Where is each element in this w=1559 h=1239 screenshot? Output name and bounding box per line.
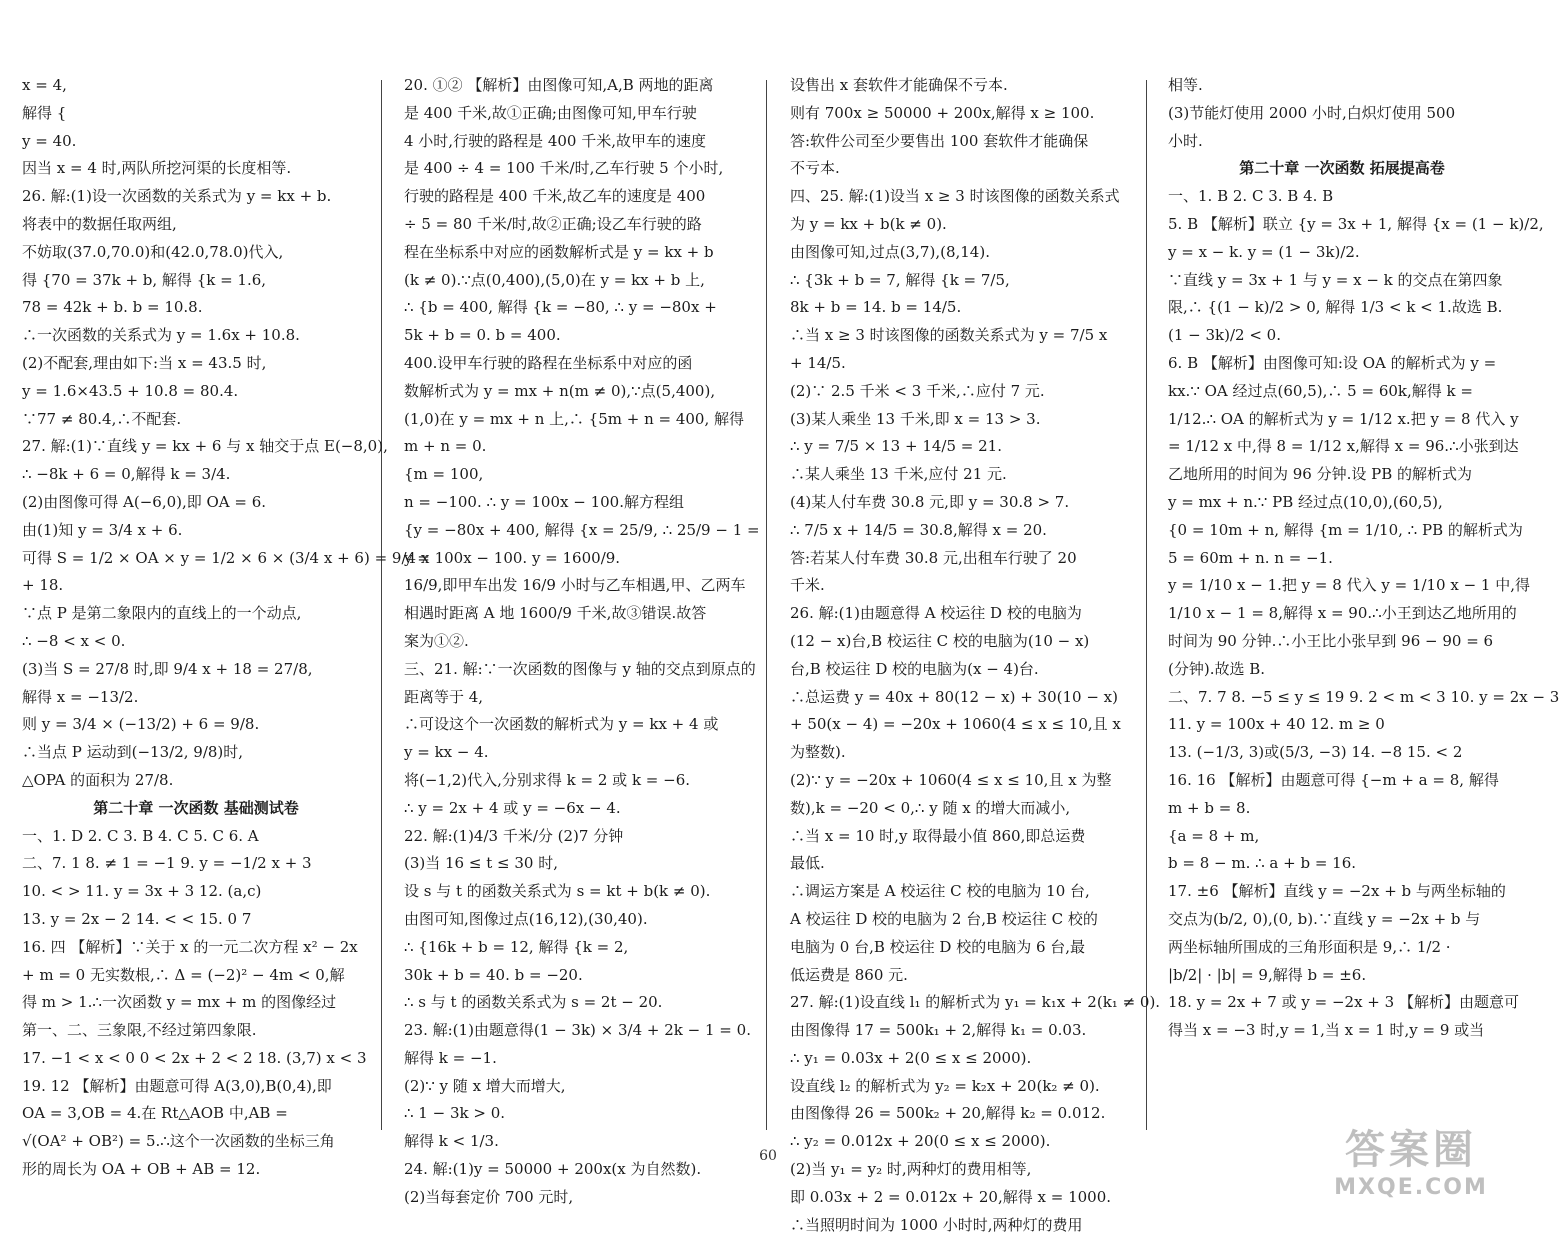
text-line: x = 4,: [22, 76, 67, 94]
text-line: 得 {70 = 37k + b, 解得 {k = 1.6,: [22, 270, 267, 289]
text-line: △OPA 的面积为 27/8.: [22, 770, 174, 789]
text-line: 台,B 校运往 D 校的电脑为(x − 4)台.: [790, 659, 1039, 678]
text-line: 13. (−1/3, 3)或(5/3, −3) 14. −8 15. < 2: [1168, 743, 1463, 762]
column-3: [790, 72, 1161, 1239]
text-line: 则 y = 3/4 × (−13/2) + 6 = 9/8.: [22, 715, 260, 734]
text-line: (1 − 3k)/2 < 0.: [1168, 326, 1281, 345]
text-line: (2)当每套定价 700 元时,: [404, 1187, 574, 1206]
text-line: 限,∴ {(1 − k)/2 > 0, 解得 1/3 < k < 1.故选 B.: [1168, 298, 1503, 317]
column-divider: [381, 80, 382, 1130]
text-line: 设售出 x 套软件才能确保不亏本.: [790, 76, 1008, 94]
text-line: 23. 解:(1)由题意得(1 − 3k) × 3/4 + 2k − 1 = 0.: [404, 1021, 751, 1040]
text-line: ∴当 x = 10 时,y 取得最小值 860,即总运费: [790, 826, 1086, 845]
text-line: 5 = 60m + n. n = −1.: [1168, 548, 1333, 567]
text-line: (k ≠ 0).∵点(0,400),(5,0)在 y = kx + b 上,: [404, 270, 705, 289]
text-line: 16. 16 【解析】由题意可得 {−m + a = 8, 解得: [1168, 770, 1499, 789]
text-line: 1/10 x − 1 = 8,解得 x = 90.∴小王到达乙地所用的: [1168, 604, 1517, 623]
text-line: {0 = 10m + n, 解得 {m = 1/10, ∴ PB 的解析式为: [1168, 520, 1523, 539]
text-line: 19. 12 【解析】由题意可得 A(3,0),B(0,4),即: [22, 1076, 332, 1095]
text-line: ∴可设这个一次函数的解析式为 y = kx + 4 或: [404, 715, 719, 734]
text-line: 第一、二、三象限,不经过第四象限.: [22, 1021, 257, 1040]
text-line: 27. 解:(1)设直线 l₁ 的解析式为 y₁ = k₁x + 2(k₁ ≠ 0).: [790, 993, 1161, 1012]
text-line: 答:软件公司至少要售出 100 套软件才能确保: [790, 131, 1089, 150]
text-line: (3)某人乘坐 13 千米,即 x = 13 > 3.: [790, 409, 1041, 428]
text-line: {m = 100,: [404, 465, 484, 484]
text-line: 数解析式为 y = mx + n(m ≠ 0),∵点(5,400),: [404, 381, 716, 400]
text-line: 是 400 千米,故①正确;由图像可知,甲车行驶: [404, 103, 697, 122]
text-line: OA = 3,OB = 4.在 Rt△AOB 中,AB =: [22, 1104, 288, 1123]
text-line: 18. y = 2x + 7 或 y = −2x + 3 【解析】由题意可: [1168, 993, 1519, 1012]
text-line: 解得 {: [22, 103, 67, 122]
text-line: ∵点 P 是第二象限内的直线上的一个动点,: [22, 604, 302, 623]
text-line: 24. 解:(1)y = 50000 + 200x(x 为自然数).: [404, 1160, 702, 1179]
text-line: 将表中的数据任取两组,: [22, 214, 177, 233]
text-line: 案为①②.: [404, 631, 469, 650]
text-line: 时间为 90 分钟.∴小王比小张早到 96 − 90 = 6: [1168, 631, 1494, 650]
text-line: 17. ±6 【解析】直线 y = −2x + b 与两坐标轴的: [1168, 882, 1506, 901]
text-line: 相遇时距离 A 地 1600/9 千米,故③错误.故答: [404, 604, 707, 623]
text-line: (12 − x)台,B 校运往 C 校的电脑为(10 − x): [790, 631, 1090, 650]
text-line: 可得 S = 1/2 × OA × y = 1/2 × 6 × (3/4 x + 6) = 9/4 x: [22, 548, 430, 567]
text-line: {a = 8 + m,: [1168, 826, 1260, 845]
column-1: [22, 72, 430, 1184]
text-line: ∴ {b = 400, 解得 {k = −80, ∴ y = −80x +: [404, 298, 717, 317]
text-line: 解得 k = −1.: [404, 1048, 497, 1067]
text-line: 二、7. 7 8. −5 ≤ y ≤ 19 9. 2 < m < 3 10. y = 2x − 3: [1168, 687, 1559, 706]
text-line: (3)节能灯使用 2000 小时,白炽灯使用 500: [1168, 103, 1456, 122]
text-line: 16. 四 【解析】∵关于 x 的一元二次方程 x² − 2x: [22, 937, 358, 956]
text-line: (分钟).故选 B.: [1168, 659, 1266, 678]
text-line: 17. −1 < x < 0 0 < 2x + 2 < 2 18. (3,7) x < 3: [22, 1048, 367, 1067]
text-line: 即 0.03x + 2 = 0.012x + 20,解得 x = 1000.: [790, 1187, 1112, 1206]
text-line: 6. B 【解析】由图像可知:设 OA 的解析式为 y =: [1168, 353, 1497, 372]
text-line: + 14/5.: [790, 353, 846, 372]
text-line: (2)由图像可得 A(−6,0),即 OA = 6.: [22, 492, 267, 511]
column-divider: [766, 80, 767, 1130]
page-number: 60: [759, 1148, 777, 1164]
text-line: 5k + b = 0. b = 400.: [404, 326, 561, 345]
text-line: 为整数).: [790, 743, 846, 762]
column-4: [1168, 72, 1559, 1045]
text-line: 行驶的路程是 400 千米,故乙车的速度是 400: [404, 187, 706, 206]
text-line: 78 = 42k + b. b = 10.8.: [22, 298, 203, 317]
text-line: 400.设甲车行驶的路程在坐标系中对应的函: [404, 353, 693, 372]
text-line: 二、7. 1 8. ≠ 1 = −1 9. y = −1/2 x + 3: [22, 854, 312, 873]
text-line: m + n = 0.: [404, 437, 487, 456]
text-line: 相等.: [1168, 76, 1203, 94]
text-line: kx.∵ OA 经过点(60,5),∴ 5 = 60k,解得 k =: [1168, 381, 1473, 400]
text-line: 小时.: [1168, 131, 1203, 150]
text-line: 则有 700x ≥ 50000 + 200x,解得 x ≥ 100.: [790, 103, 1095, 122]
text-line: 由(1)知 y = 3/4 x + 6.: [22, 520, 183, 539]
text-line: 解得 k < 1/3.: [404, 1132, 499, 1151]
text-line: 由图像可知,过点(3,7),(8,14).: [790, 242, 990, 261]
text-line: ∴ 1 − 3k > 0.: [404, 1104, 506, 1123]
text-line: ∴总运费 y = 40x + 80(12 − x) + 30(10 − x): [790, 687, 1118, 706]
text-line: (3)当 S = 27/8 时,即 9/4 x + 18 = 27/8,: [22, 659, 313, 678]
section-heading: 第二十章 一次函数 拓展提高卷: [1239, 159, 1445, 178]
watermark-logo: 答案圈: [1345, 1127, 1477, 1173]
text-line: 得当 x = −3 时,y = 1,当 x = 1 时,y = 9 或当: [1168, 1021, 1485, 1040]
text-line: 千米.: [790, 576, 825, 595]
text-line: 一、1. B 2. C 3. B 4. B: [1168, 187, 1334, 206]
text-line: ∴ {16k + b = 12, 解得 {k = 2,: [404, 937, 629, 956]
text-line: 26. 解:(1)设一次函数的关系式为 y = kx + b.: [22, 187, 332, 206]
text-line: 三、21. 解:∵一次函数的图像与 y 轴的交点到原点的: [404, 659, 756, 678]
text-line: 5. B 【解析】联立 {y = 3x + 1, 解得 {x = (1 − k)/2,: [1168, 214, 1544, 233]
text-line: 27. 解:(1)∵直线 y = kx + 6 与 x 轴交于点 E(−8,0),: [22, 437, 388, 456]
text-line: 数),k = −20 < 0,∴ y 随 x 的增大而减小,: [790, 798, 1071, 817]
column-divider: [1146, 80, 1147, 1130]
text-line: (2)∵ 2.5 千米 < 3 千米,∴应付 7 元.: [790, 381, 1045, 400]
text-line: ∴某人乘坐 13 千米,应付 21 元.: [790, 465, 1007, 484]
text-line: 16/9,即甲车出发 16/9 小时与乙车相遇,甲、乙两车: [404, 576, 746, 595]
text-line: 两坐标轴所围成的三角形面积是 9,∴ 1/2 ·: [1168, 937, 1451, 956]
text-line: 11. y = 100x + 40 12. m ≥ 0: [1168, 715, 1385, 734]
text-line: ∴ 7/5 x + 14/5 = 30.8,解得 x = 20.: [790, 520, 1047, 539]
text-line: ∴ y = 2x + 4 或 y = −6x − 4.: [404, 798, 621, 817]
text-line: ÷ 5 = 80 千米/时,故②正确;设乙车行驶的路: [404, 214, 702, 233]
text-line: ∴当 x ≥ 3 时该图像的函数关系式为 y = 7/5 x: [790, 326, 1108, 345]
text-line: 为 y = kx + b(k ≠ 0).: [790, 214, 947, 233]
text-line: 电脑为 0 台,B 校运往 D 校的电脑为 6 台,最: [790, 937, 1086, 956]
text-line: 20. ①② 【解析】由图像可知,A,B 两地的距离: [404, 76, 714, 94]
text-line: + 50(x − 4) = −20x + 1060(4 ≤ x ≤ 10,且 x: [790, 715, 1121, 734]
text-line: 13. y = 2x − 2 14. < < 15. 0 7: [22, 909, 252, 928]
text-line: A 校运往 D 校的电脑为 2 台,B 校运往 C 校的: [790, 909, 1098, 928]
text-line: (3)当 16 ≤ t ≤ 30 时,: [404, 854, 558, 873]
text-line: 设 s 与 t 的函数关系式为 s = kt + b(k ≠ 0).: [404, 882, 711, 901]
text-line: 26. 解:(1)由题意得 A 校运往 D 校的电脑为: [790, 604, 1082, 623]
text-line: ∴ −8 < x < 0.: [22, 631, 126, 650]
text-line: ∴ y = 7/5 × 13 + 14/5 = 21.: [790, 437, 1002, 456]
text-line: ∴ y₂ = 0.012x + 20(0 ≤ x ≤ 2000).: [790, 1132, 1051, 1151]
text-line: 是 400 ÷ 4 = 100 千米/时,乙车行驶 5 个小时,: [404, 159, 724, 178]
text-line: y = x − k. y = (1 − 3k)/2.: [1168, 242, 1360, 261]
text-line: y = 40.: [22, 131, 77, 150]
text-line: √(OA² + OB²) = 5.∴这个一次函数的坐标三角: [22, 1132, 335, 1151]
text-line: 由图像得 26 = 500k₂ + 20,解得 k₂ = 0.012.: [790, 1104, 1106, 1123]
text-line: 一、1. D 2. C 3. B 4. C 5. C 6. A: [22, 826, 259, 845]
text-line: ∴ y₁ = 0.03x + 2(0 ≤ x ≤ 2000).: [790, 1048, 1032, 1067]
text-line: 8k + b = 14. b = 14/5.: [790, 298, 962, 317]
text-line: ∴ {3k + b = 7, 解得 {k = 7/5,: [790, 270, 1010, 289]
watermark: [1296, 1125, 1526, 1201]
text-line: 四、25. 解:(1)设当 x ≥ 3 时该图像的函数关系式: [790, 187, 1120, 206]
text-line: 低运费是 860 元.: [790, 965, 908, 984]
text-line: 不妨取(37.0,70.0)和(42.0,78.0)代入,: [22, 242, 284, 261]
text-line: + m = 0 无实数根,∴ Δ = (−2)² − 4m < 0,解: [22, 965, 345, 984]
text-line: 乙地所用的时间为 96 分钟.设 PB 的解析式为: [1168, 465, 1473, 484]
text-line: y = 1.6×43.5 + 10.8 = 80.4.: [22, 381, 239, 400]
text-line: 形的周长为 OA + OB + AB = 12.: [22, 1160, 261, 1179]
text-line: n = −100. ∴ y = 100x − 100.解方程组: [404, 492, 684, 511]
text-line: 答:若某人付车费 30.8 元,出租车行驶了 20: [790, 548, 1077, 567]
text-line: 设直线 l₂ 的解析式为 y₂ = k₂x + 20(k₂ ≠ 0).: [790, 1076, 1100, 1095]
text-line: + 18.: [22, 576, 64, 595]
watermark-site: MXQE.COM: [1334, 1175, 1488, 1200]
text-line: 程在坐标系中对应的函数解析式是 y = kx + b: [404, 242, 714, 261]
text-line: 10. < > 11. y = 3x + 3 12. (a,c): [22, 882, 262, 901]
text-line: 最低.: [790, 854, 825, 873]
text-line: y = 1/10 x − 1.把 y = 8 代入 y = 1/10 x − 1 中,得: [1168, 576, 1531, 595]
text-line: (2)∵ y 随 x 增大而增大,: [404, 1076, 566, 1095]
text-line: ∵77 ≠ 80.4,∴不配套.: [22, 409, 182, 428]
text-line: y = mx + n.∵ PB 经过点(10,0),(60,5),: [1168, 492, 1443, 511]
text-line: b = 8 − m. ∴ a + b = 16.: [1168, 854, 1357, 873]
text-line: 不亏本.: [790, 159, 840, 178]
text-line: ∴当照明时间为 1000 小时时,两种灯的费用: [790, 1215, 1083, 1234]
text-line: y = 100x − 100. y = 1600/9.: [404, 548, 621, 567]
text-line: 将(−1,2)代入,分别求得 k = 2 或 k = −6.: [404, 770, 691, 789]
text-line: 交点为(b/2, 0),(0, b).∵直线 y = −2x + b 与: [1168, 909, 1481, 928]
text-line: (2)∵ y = −20x + 1060(4 ≤ x ≤ 10,且 x 为整: [790, 770, 1112, 789]
text-line: (1,0)在 y = mx + n 上,∴ {5m + n = 400, 解得: [404, 409, 745, 428]
text-line: ∵直线 y = 3x + 1 与 y = x − k 的交点在第四象: [1168, 270, 1503, 289]
text-line: 1/12.∴ OA 的解析式为 y = 1/12 x.把 y = 8 代入 y: [1168, 409, 1519, 428]
text-line: = 1/12 x 中,得 8 = 1/12 x,解得 x = 96.∴小张到达: [1168, 437, 1519, 456]
section-heading: 第二十章 一次函数 基础测试卷: [93, 798, 299, 817]
text-line: ∴ s 与 t 的函数关系式为 s = 2t − 20.: [404, 993, 663, 1012]
text-line: |b/2| · |b| = 9,解得 b = ±6.: [1168, 965, 1367, 984]
text-line: (2)当 y₁ = y₂ 时,两种灯的费用相等,: [790, 1160, 1032, 1179]
text-line: ∴一次函数的关系式为 y = 1.6x + 10.8.: [22, 326, 300, 345]
text-line: (4)某人付车费 30.8 元,即 y = 30.8 > 7.: [790, 492, 1070, 511]
text-line: 30k + b = 40. b = −20.: [404, 965, 583, 984]
text-line: 22. 解:(1)4/3 千米/分 (2)7 分钟: [404, 826, 624, 845]
text-line: 由图可知,图像过点(16,12),(30,40).: [404, 909, 648, 928]
text-line: ∴当点 P 运动到(−13/2, 9/8)时,: [22, 743, 244, 762]
text-line: 因当 x = 4 时,两队所挖河渠的长度相等.: [22, 159, 292, 178]
text-line: 由图像得 17 = 500k₁ + 2,解得 k₁ = 0.03.: [790, 1021, 1087, 1040]
text-line: ∴ −8k + 6 = 0,解得 k = 3/4.: [22, 465, 231, 484]
column-2: [404, 72, 760, 1212]
text-line: y = kx − 4.: [404, 743, 489, 762]
text-line: (2)不配套,理由如下:当 x = 43.5 时,: [22, 353, 267, 372]
text-line: 得 m > 1.∴一次函数 y = mx + m 的图像经过: [22, 993, 337, 1012]
text-line: {y = −80x + 400, 解得 {x = 25/9, ∴ 25/9 − 1 =: [404, 520, 760, 539]
text-line: ∴调运方案是 A 校运往 C 校的电脑为 10 台,: [790, 882, 1090, 901]
text-line: 4 小时,行驶的路程是 400 千米,故甲车的速度: [404, 131, 707, 150]
text-line: 解得 x = −13/2.: [22, 687, 139, 706]
text-line: m + b = 8.: [1168, 798, 1251, 817]
text-line: 距离等于 4,: [404, 687, 484, 706]
